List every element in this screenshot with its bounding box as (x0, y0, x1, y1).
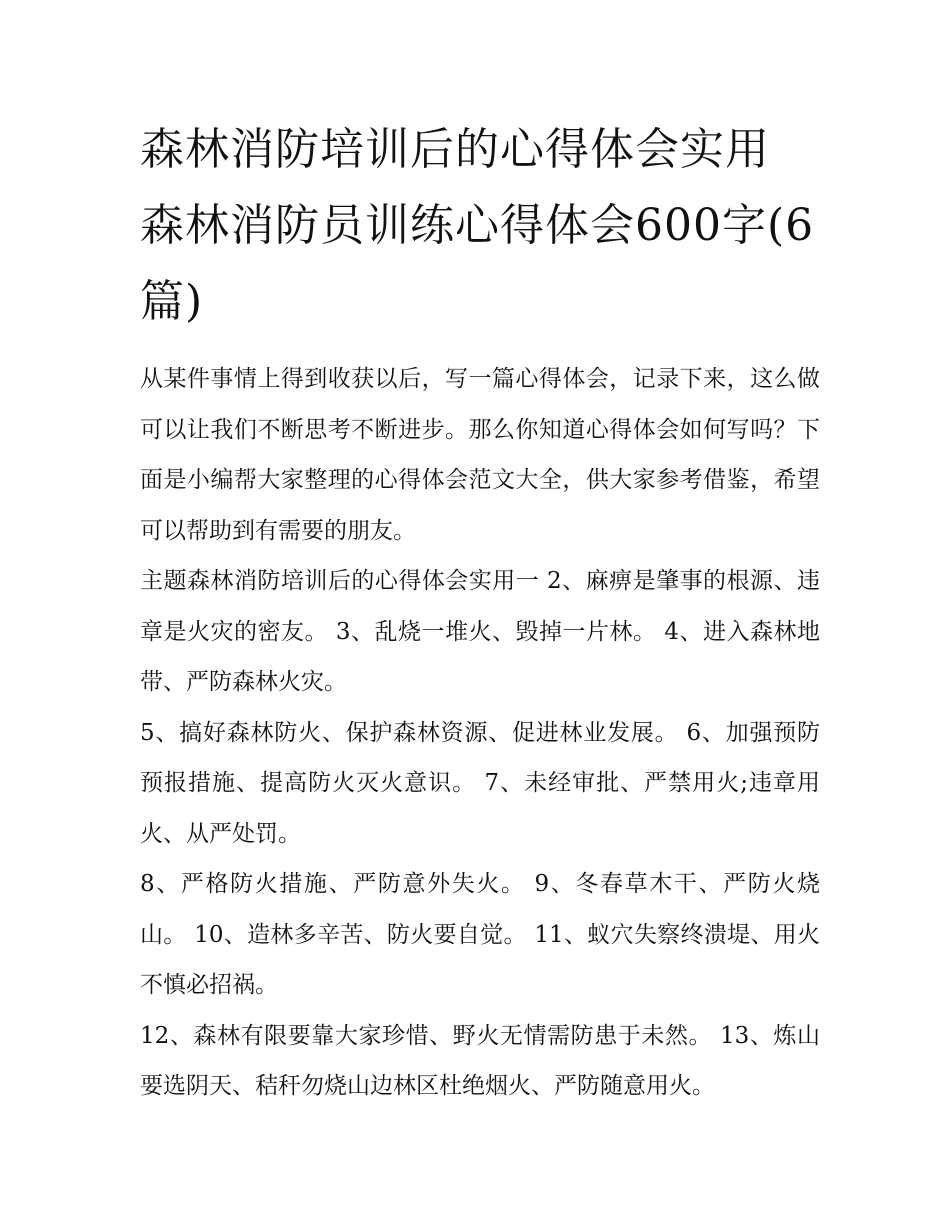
intro-paragraph: 从某件事情上得到收获以后，写一篇心得体会，记录下来，这么做可以让我们不断思考不断进步。那么你知道心得体会如何写吗？下面是小编帮大家整理的心得体会范文大全，供大家参考借鉴，希望可以帮助到有需要的朋友。 (140, 366, 820, 544)
body-paragraph: 12、森林有限要靠大家珍惜、野火无情需防患于未然。 13、炼山要选阴天、秸秆勿烧山边林区杜绝烟火、严防随意用火。 (140, 1022, 820, 1099)
document-title: 森林消防培训后的心得体会实用 森林消防员训练心得体会600字(6篇) (140, 124, 815, 327)
body-paragraph: 8、严格防火措施、严防意外失火。 9、冬春草木干、严防火烧山。 10、造林多辛苦、防火要自觉。 11、蚁穴失察终溃堤、用火不慎必招祸。 (140, 871, 820, 998)
body-paragraph: 5、搞好森林防火、保护森林资源、促进林业发展。 6、加强预防预报措施、提高防火灭火意识。 7、未经审批、严禁用火;违章用火、从严处罚。 (140, 719, 820, 847)
document-page (140, 112, 820, 1112)
body-paragraph: 主题森林消防培训后的心得体会实用一 2、麻痹是肇事的根源、违章是火灾的密友。 3、乱烧一堆火、毁掉一片林。 4、进入森林地带、严防森林火灾。 (140, 568, 820, 695)
